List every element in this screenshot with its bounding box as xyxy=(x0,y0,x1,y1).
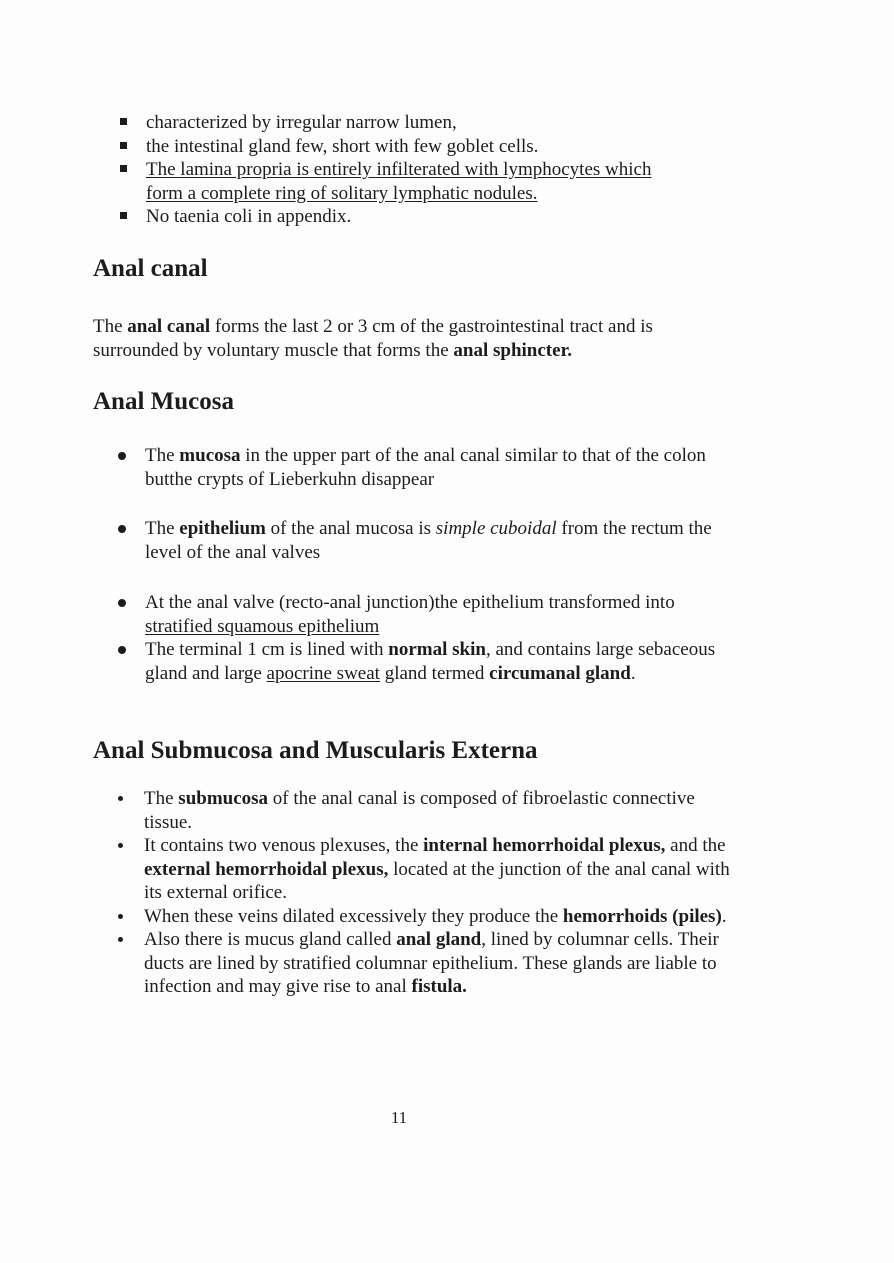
underlined-text: stratified squamous epithelium xyxy=(145,615,380,637)
anal-mucosa-list-a xyxy=(145,444,745,491)
list-item: When these veins dilated excessively they produce the hemorrhoids (piles). xyxy=(144,905,744,929)
list-item xyxy=(146,158,766,205)
anal-mucosa-list-b xyxy=(145,517,745,564)
anal-canal-paragraph: The anal canal forms the last 2 or 3 cm of the gastrointestinal tract and is surrounded by voluntary muscle that forms the anal sphincter. xyxy=(93,316,653,361)
appendix-bullet-list xyxy=(146,111,766,229)
list-item: The terminal 1 cm is lined with normal skin, and contains large sebaceous gland and large apocrine sweat gland termed circumanal gland. xyxy=(145,638,745,685)
list-item: The mucosa in the upper part of the anal canal similar to that of the colon butthe crypts of Lieberkuhn disappear xyxy=(145,444,745,491)
list-item: No taenia coli in appendix. xyxy=(146,205,766,229)
list-item: The submucosa of the anal canal is composed of fibroelastic connective tissue. xyxy=(144,787,744,834)
list-item: characterized by irregular narrow lumen, xyxy=(146,111,766,135)
heading-anal-canal: Anal canal xyxy=(93,255,208,282)
heading-anal-mucosa: Anal Mucosa xyxy=(93,388,234,415)
list-item: the intestinal gland few, short with few goblet cells. xyxy=(146,135,766,159)
anal-submucosa-list xyxy=(144,787,744,999)
list-item: It contains two venous plexuses, the internal hemorrhoidal plexus, and the external hemorrhoidal plexus, located at the junction of the anal canal with its external orifice. xyxy=(144,834,744,905)
heading-anal-submucosa: Anal Submucosa and Muscularis Externa xyxy=(93,737,538,764)
underlined-text: form a complete ring of solitary lymphatic nodules. xyxy=(146,182,538,204)
list-item: At the anal valve (recto-anal junction)the epithelium transformed into stratified squamous epithelium xyxy=(145,591,745,638)
underlined-text: apocrine sweat xyxy=(266,662,380,684)
page-number: 11 xyxy=(390,1108,408,1127)
anal-mucosa-list-c xyxy=(145,591,745,685)
list-item: Also there is mucus gland called anal gland, lined by columnar cells. Their ducts are lined by stratified columnar epithelium. These glands are liable to infection and may give rise to anal fistula. xyxy=(144,928,744,999)
underlined-text: The lamina propria is entirely infilterated with lymphocytes which xyxy=(146,159,652,180)
list-item: The epithelium of the anal mucosa is simple cuboidal from the rectum the level of the anal valves xyxy=(145,517,745,564)
